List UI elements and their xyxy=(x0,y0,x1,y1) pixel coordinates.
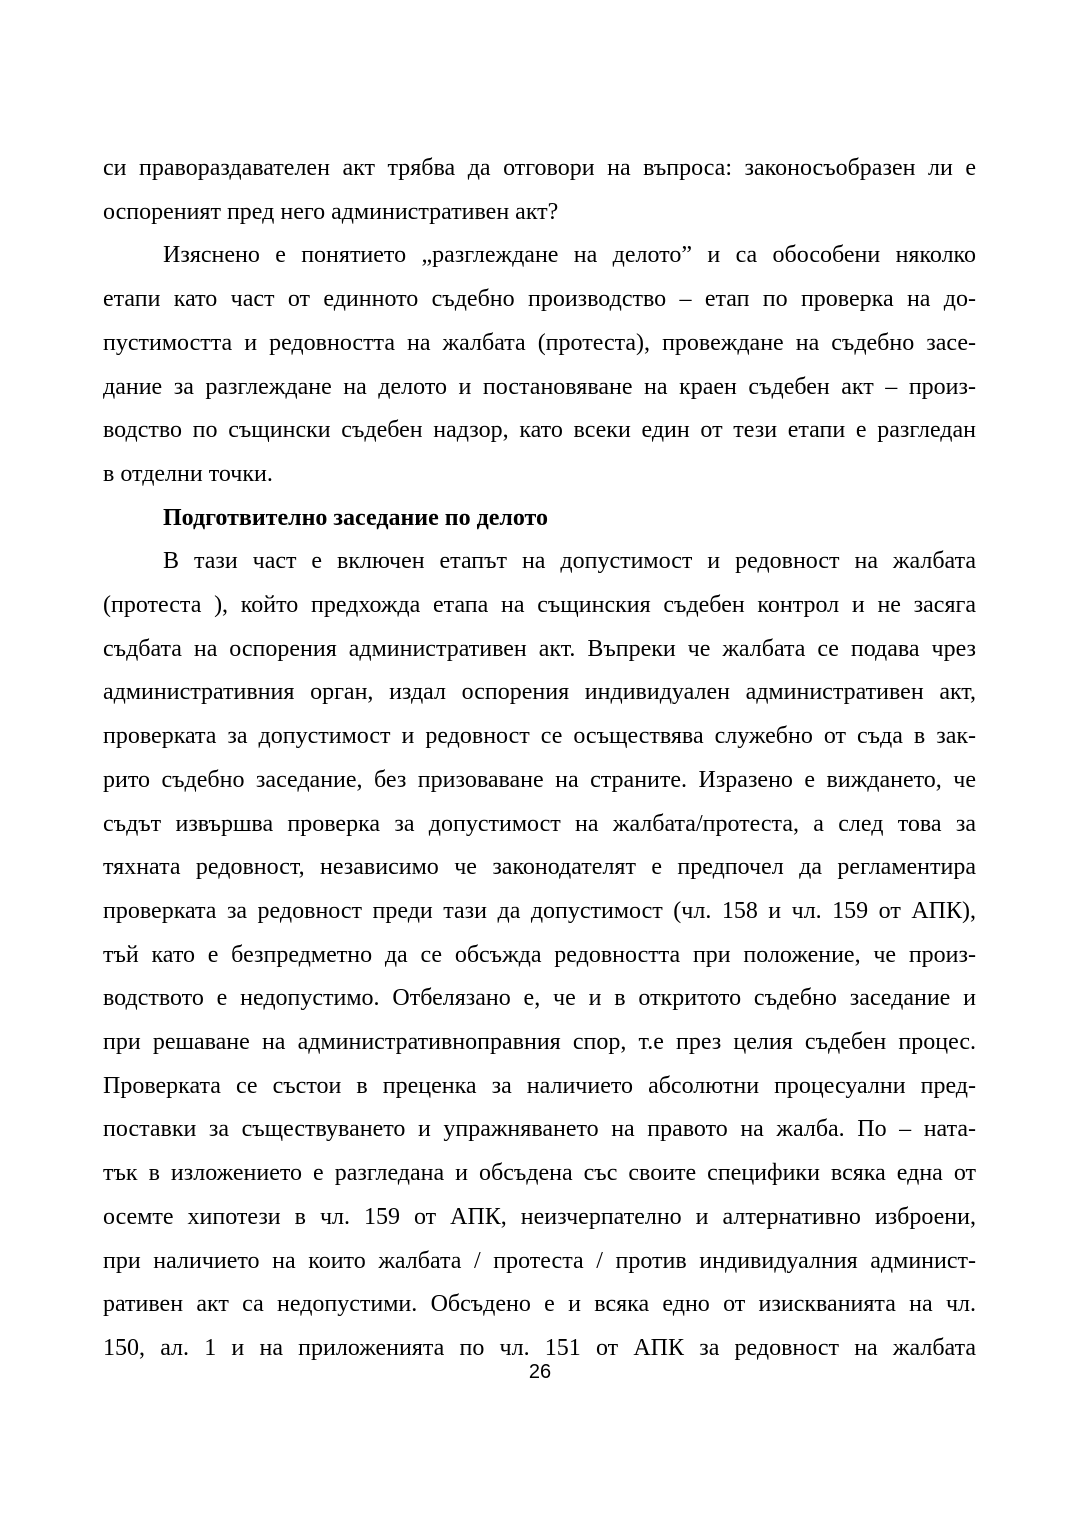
text-line: водство по същински съдебен надзор, като всеки един от тези етапи е разгледан xyxy=(103,417,976,444)
text-line: рито съдебно заседание, без призоваване на страните. Изразено е виждането, че xyxy=(103,766,976,793)
text-line: административния орган, издал оспорения индивидуален административен акт, xyxy=(103,679,976,706)
text-line: етапи като част от единното съдебно производство – етап по проверка на до- xyxy=(103,286,976,313)
text-line: водството е недопустимо. Отбелязано е, че и в откритото съдебно заседание и xyxy=(103,985,976,1012)
text-line: ративен акт са недопустими. Обсъдено е и всяка едно от изискванията на чл. xyxy=(103,1291,976,1318)
text-line: тъй като е безпредметно да се обсъжда редовността при положение, че произ- xyxy=(103,941,976,968)
text-line: поставки за съществуването и упражняването на правото на жалба. По – ната- xyxy=(103,1116,976,1143)
text-line: пустимостта и редовността на жалбата (протеста), провеждане на съдебно засе- xyxy=(103,329,976,356)
section-heading: Подготвително заседание по делото xyxy=(163,504,549,531)
text-line: проверката за допустимост и редовност се осъществява служебно от съда в зак- xyxy=(103,723,976,750)
text-line: Изяснено е понятието „разглеждане на делото” и са обособени няколко xyxy=(163,242,976,269)
text-line: Проверката се състои в преценка за наличието абсолютни процесуални пред- xyxy=(103,1072,976,1099)
text-line: в отделни точки. xyxy=(103,460,273,487)
text-line: дание за разглеждане на делото и постановяване на краен съдебен акт – произ- xyxy=(103,373,976,400)
text-line: съдбата на оспорения административен акт. Въпреки че жалбата се подава чрез xyxy=(103,635,976,662)
text-line: проверката за редовност преди тази да допустимост (чл. 158 и чл. 159 от АПК), xyxy=(103,897,976,924)
text-line: съдът извършва проверка за допустимост на жалбата/протеста, а след това за xyxy=(103,810,976,837)
text-line: си правораздавателен акт трябва да отговори на въпроса: законосъобразен ли е xyxy=(103,155,976,181)
text-line: при наличието на които жалбата / протеста / против индивидуалния админист- xyxy=(103,1247,976,1274)
text-line: тяхната редовност, независимо че законодателят е предпочел да регламентира xyxy=(103,854,976,881)
text-line: тък в изложението е разгледана и обсъдена със своите специфики всяка една от xyxy=(103,1160,976,1187)
text-line: оспореният пред него административен акт? xyxy=(103,198,559,225)
text-line: 150, ал. 1 и на приложенията по чл. 151 от АПК за редовност на жалбата xyxy=(103,1334,976,1361)
text-line: В тази част е включен етапът на допустимост и редовност на жалбата xyxy=(163,548,976,575)
page-number: 26 xyxy=(528,1361,552,1383)
text-line: осемте хипотези в чл. 159 от АПК, неизчерпателно и алтернативно изброени, xyxy=(103,1203,976,1230)
text-line: при решаване на административноправния спор, т.е през целия съдебен процес. xyxy=(103,1029,976,1056)
page-text-block xyxy=(103,147,976,1371)
text-line: (протеста ), който предхожда етапа на същинския съдебен контрол и не засяга xyxy=(103,592,976,619)
